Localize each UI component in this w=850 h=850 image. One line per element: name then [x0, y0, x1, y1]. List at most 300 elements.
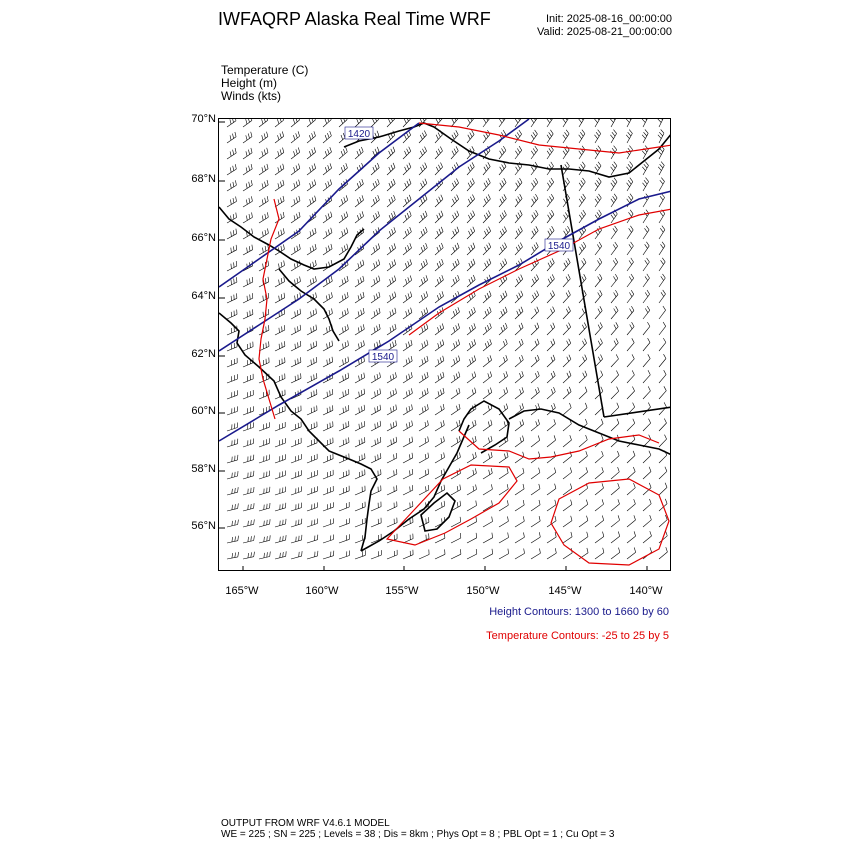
wind-barb-feather [598, 277, 601, 281]
wind-barb [595, 375, 603, 383]
wind-barb-feather [579, 183, 582, 187]
wind-barb-feather [523, 484, 524, 489]
wind-barb [451, 360, 460, 367]
wind-barb-feather [314, 164, 316, 169]
field-label-height: Height (m) [221, 76, 278, 90]
wind-barb-feather [236, 261, 237, 266]
wind-barb [275, 185, 284, 191]
wind-barb-feather [395, 308, 396, 313]
wind-barb-feather [599, 242, 602, 246]
wind-barb-feather [663, 306, 666, 310]
wind-barb-feather [374, 327, 375, 332]
wind-barb-feather [612, 180, 615, 184]
wind-barb-feather [531, 151, 534, 155]
wind-barb-feather [297, 278, 298, 283]
wind-barb [291, 427, 301, 431]
wind-barb-feather [236, 245, 237, 250]
wind-barb-feather [375, 408, 376, 413]
wind-barb-feather [484, 135, 487, 139]
wind-barb-feather [312, 149, 314, 154]
wind-barb-feather [473, 227, 475, 232]
wind-barb-feather [566, 293, 568, 298]
wind-barb-feather [536, 275, 538, 280]
wind-barb-feather [503, 293, 505, 298]
wind-barb [275, 443, 285, 447]
wind-barb [259, 120, 268, 127]
wind-barb-feather [345, 374, 346, 379]
wind-barb [307, 346, 317, 351]
wind-barb-feather [405, 247, 407, 252]
wind-barb-feather [284, 277, 285, 282]
wind-barb-feather [345, 278, 346, 283]
wind-barb-feather [631, 242, 634, 246]
wind-barb [307, 136, 316, 143]
wind-barb [371, 152, 379, 160]
wind-barb-feather [485, 119, 488, 121]
wind-barb-feather [534, 277, 536, 282]
wind-barb [499, 425, 508, 432]
wind-barb [499, 505, 508, 511]
wind-barb [291, 120, 300, 127]
wind-barb-feather [263, 296, 264, 301]
wind-barb-feather [567, 162, 570, 166]
wind-barb-feather [550, 277, 552, 282]
wind-barb-feather [391, 213, 393, 218]
wind-barb-feather [440, 341, 441, 346]
wind-barb-feather [504, 357, 506, 362]
wind-barb-feather [437, 263, 439, 268]
wind-barb-feather [377, 163, 379, 168]
wind-barb-feather [422, 149, 424, 154]
wind-barb [547, 376, 555, 383]
wind-barb [339, 442, 349, 447]
wind-barb-feather [555, 532, 556, 537]
wind-barb [483, 441, 492, 447]
wind-barb-feather [489, 259, 491, 264]
wind-barb-feather [344, 229, 345, 234]
wind-barb-feather [534, 197, 537, 201]
wind-barb-feather [437, 295, 439, 300]
wind-barb-feather [360, 278, 361, 283]
wind-barb-feather [454, 119, 457, 121]
wind-barb [275, 330, 285, 335]
wind-barb-feather [473, 211, 475, 216]
wind-barb [323, 507, 333, 511]
wind-barb-feather [535, 373, 537, 378]
wind-barb-feather [422, 311, 423, 316]
wind-barb-feather [396, 405, 397, 410]
wind-barb [355, 297, 364, 303]
wind-barb-feather [425, 179, 427, 184]
wind-barb-feather [563, 119, 566, 123]
wind-barb-feather [326, 279, 327, 284]
wind-barb-feather [553, 355, 555, 360]
wind-barb-feather [571, 532, 572, 537]
wind-barb-feather [390, 392, 391, 397]
wind-barb-feather [315, 228, 316, 233]
wind-barb-feather [596, 132, 599, 136]
wind-barb [259, 492, 270, 495]
wind-barb-feather [536, 210, 539, 214]
gulf-coast [509, 409, 671, 455]
wind-barb-feather [488, 178, 490, 183]
wind-barb-feather [377, 406, 378, 411]
wind-barb [339, 233, 348, 240]
wind-barb [387, 313, 396, 319]
wind-barb-feather [663, 322, 666, 326]
wind-barb [419, 216, 427, 223]
wind-barb [259, 557, 270, 560]
wind-barb-feather [568, 258, 570, 262]
wind-barb-feather [359, 119, 361, 122]
wind-barb-feather [442, 518, 443, 523]
wind-barb [435, 393, 444, 399]
wind-barb [483, 312, 491, 319]
wind-barb-feather [411, 356, 412, 361]
wind-barb-feather [235, 148, 236, 153]
wind-barb-feather [643, 183, 646, 187]
wind-barb-feather [267, 552, 268, 557]
wind-barb-feather [454, 359, 455, 364]
wind-barb-feather [315, 276, 316, 281]
wind-barb [339, 523, 349, 527]
wind-barb-feather [660, 196, 663, 200]
wind-barb-feather [316, 325, 317, 330]
wind-barb-feather [517, 164, 520, 168]
wind-barb [243, 379, 253, 383]
wind-barb-feather [238, 536, 239, 541]
wind-barb-feather [488, 389, 489, 394]
wind-barb-feather [268, 309, 269, 314]
wind-barb-feather [532, 295, 534, 300]
wind-barb-feather [553, 371, 555, 376]
wind-barb-feather [326, 247, 327, 252]
wind-barb-feather [662, 242, 665, 246]
wind-barb-feather [551, 389, 553, 394]
wind-barb-feather [426, 243, 428, 248]
wind-barb-feather [438, 375, 439, 380]
wind-barb [307, 249, 316, 255]
wind-barb [387, 200, 395, 207]
wind-barb-feather [457, 406, 458, 411]
wind-barb-feather [363, 260, 364, 265]
wind-barb-feather [331, 244, 332, 249]
wind-barb [259, 153, 268, 159]
wind-barb-feather [426, 259, 428, 264]
wind-barb [323, 426, 333, 431]
wind-barb [595, 456, 603, 463]
wind-barb-feather [331, 212, 332, 217]
wind-barb-feather [540, 548, 541, 553]
wind-barb-feather [488, 341, 490, 346]
wind-barb-feather [278, 135, 280, 140]
wind-barb-feather [582, 277, 584, 281]
wind-barb-feather [457, 243, 459, 248]
wind-barb [259, 443, 269, 447]
wind-barb [387, 119, 395, 127]
wind-barb-feather [473, 259, 475, 264]
wind-barb [323, 540, 333, 544]
wind-barb [275, 217, 284, 223]
wind-barb-feather [484, 215, 486, 220]
wind-barb-feather [361, 147, 363, 152]
wind-barb-feather [531, 167, 534, 171]
wind-barb-feather [265, 198, 266, 203]
wind-barb [339, 297, 348, 303]
wind-barb-feather [452, 119, 454, 123]
wind-barb [227, 395, 237, 399]
wind-barb-feather [238, 520, 239, 525]
wind-barb-feather [522, 355, 524, 360]
wind-barb-feather [552, 291, 554, 296]
wind-barb [467, 296, 475, 303]
wind-barb-feather [472, 390, 473, 395]
wind-barb-feather [425, 454, 426, 459]
wind-barb [243, 476, 254, 479]
wind-barb [595, 246, 602, 255]
wind-barb-feather [565, 148, 568, 152]
wind-barb [499, 263, 507, 271]
wind-barb-feather [313, 278, 314, 283]
wind-barb-feather [395, 340, 396, 345]
wind-barb-feather [490, 372, 492, 377]
wind-barb-feather [532, 231, 534, 235]
wind-barb-feather [642, 167, 645, 171]
wind-barb [307, 443, 317, 447]
wind-barb-feather [314, 147, 316, 152]
wind-barb [483, 360, 492, 367]
wind-barb-feather [537, 323, 539, 328]
wind-barb-feather [390, 295, 391, 300]
wind-barb [371, 281, 380, 287]
wind-barb-feather [504, 194, 506, 198]
wind-barb-feather [362, 439, 363, 444]
wind-barb-feather [536, 226, 538, 230]
wind-barb-feather [295, 360, 296, 365]
wind-barb-feather [379, 340, 380, 345]
wind-barb-feather [475, 436, 476, 441]
wind-barb-feather [471, 229, 473, 234]
wind-barb-feather [518, 245, 520, 249]
wind-barb-feather [460, 549, 461, 554]
wind-barb [323, 459, 333, 463]
wind-barb-feather [522, 403, 524, 408]
wind-barb-feather [280, 182, 281, 187]
wind-barb [611, 359, 619, 367]
wind-barb-feather [613, 212, 616, 216]
wind-barb-feather [362, 211, 364, 216]
wind-barb-feather [454, 181, 456, 186]
wind-barb-feather [358, 327, 359, 332]
wind-barb-feather [283, 180, 284, 185]
wind-barb-feather [424, 342, 425, 347]
wind-barb [435, 280, 443, 287]
wind-barb-feather [602, 451, 604, 456]
lat-label-66: 66°N [191, 232, 216, 244]
wind-barb-feather [471, 277, 473, 282]
wind-barb [643, 326, 650, 335]
wind-barb-feather [473, 275, 475, 280]
wind-barb [547, 295, 555, 303]
wind-barb-feather [425, 438, 426, 443]
wind-barb-feather [645, 162, 648, 166]
wind-barb-feather [412, 421, 413, 426]
wind-barb-feather [393, 326, 394, 331]
wind-barb [227, 557, 238, 559]
wind-barb-feather [390, 327, 391, 332]
wind-barb-feather [518, 213, 520, 217]
wind-barb-feather [630, 325, 632, 329]
wind-barb [339, 168, 347, 175]
wind-barb [467, 119, 474, 127]
wind-barb [643, 375, 650, 383]
wind-barb-feather [280, 149, 281, 154]
wind-barb [547, 279, 554, 287]
wind-barb [643, 359, 650, 367]
wind-barb-feather [521, 275, 523, 280]
wind-barb-feather [456, 357, 457, 362]
model-settings: WE = 225 ; SN = 225 ; Levels = 38 ; Dis = 8km ; Phys Opt = 8 ; PBL Opt = 1 ; Cu Opt = 3 [221, 829, 615, 840]
wind-barb-feather [436, 151, 438, 155]
wind-barb-feather [601, 435, 603, 440]
wind-barb [387, 506, 397, 511]
wind-barb [563, 295, 570, 303]
wind-barb-feather [662, 258, 665, 262]
wind-barb-feather [476, 549, 477, 554]
wind-barb-feather [452, 183, 454, 188]
wind-barb-feather [612, 132, 615, 136]
wind-barb [579, 456, 587, 463]
wind-barb-feather [586, 467, 588, 472]
wind-barb-feather [582, 261, 585, 265]
wind-barb-feather [360, 213, 362, 218]
wind-barb-feather [392, 245, 394, 250]
wind-barb-feather [503, 130, 506, 134]
wind-barb [307, 507, 317, 511]
wind-barb-feather [262, 199, 263, 204]
wind-barb-feather [603, 532, 604, 537]
wind-barb-feather [597, 212, 600, 216]
wind-barb-feather [602, 499, 604, 504]
wind-barb-feather [311, 376, 312, 381]
wind-barb [467, 489, 477, 495]
wind-barb-feather [600, 274, 603, 278]
wind-barb-feather [359, 376, 360, 381]
wind-barb-feather [663, 290, 666, 294]
wind-barb-feather [612, 164, 615, 168]
wind-barb-feather [595, 167, 598, 171]
wind-barb-feather [441, 211, 443, 216]
wind-barb-feather [393, 147, 395, 152]
wind-barb [627, 262, 634, 271]
wind-barb-feather [405, 231, 407, 236]
wind-barb-feather [267, 212, 268, 217]
wind-barb-feather [233, 198, 234, 203]
wind-barb [435, 457, 445, 463]
wind-barb-feather [519, 293, 521, 298]
wind-barb [355, 152, 363, 159]
wind-barb-feather [584, 290, 586, 294]
wind-barb-feather [456, 162, 458, 167]
wind-barb-feather [580, 247, 583, 251]
wind-barb-feather [634, 531, 636, 536]
wind-barb-feather [533, 119, 536, 120]
wind-barb-feather [405, 183, 407, 188]
wind-barb [643, 294, 650, 303]
wind-barb [451, 264, 459, 271]
wind-barb [451, 393, 460, 399]
wind-barb-feather [375, 376, 376, 381]
wind-barb [547, 424, 556, 431]
wind-barb-feather [598, 293, 601, 297]
wind-barb-feather [453, 263, 455, 268]
wind-barb-feather [507, 484, 508, 489]
wind-barb-feather [580, 119, 583, 120]
wind-barb [611, 262, 618, 271]
wind-barb [403, 490, 413, 495]
wind-barb-feather [406, 119, 408, 121]
wind-barb [259, 169, 268, 175]
wind-barb-feather [246, 216, 247, 221]
wind-barb-feather [633, 451, 635, 456]
wind-barb [419, 135, 427, 143]
wind-barb-feather [347, 308, 348, 313]
wind-barb-feather [502, 148, 505, 152]
wind-barb-feather [357, 119, 359, 124]
wind-barb-feather [377, 390, 378, 395]
wind-barb-feather [378, 244, 379, 249]
wind-barb-feather [252, 245, 253, 250]
wind-barb-feather [472, 146, 474, 150]
height-contour-1540 [219, 191, 671, 441]
wind-barb [387, 442, 397, 447]
wind-barb-feather [459, 404, 460, 409]
wind-barb-feather [425, 406, 426, 411]
wind-barb [387, 168, 395, 176]
wind-barb-feather [586, 435, 588, 440]
wind-barb-feather [502, 245, 504, 250]
wind-barb-feather [486, 165, 488, 169]
wind-barb-feather [249, 198, 250, 203]
wind-barb [243, 347, 253, 351]
wind-barb [659, 471, 667, 479]
wind-barb [371, 216, 380, 223]
wind-barb [355, 491, 365, 495]
wind-barb [627, 391, 635, 399]
wind-barb-feather [314, 375, 315, 380]
wind-barb-feather [423, 213, 425, 218]
wind-barb-feather [300, 277, 301, 282]
wind-barb [563, 150, 569, 159]
wind-barb [467, 312, 475, 319]
wind-barb-feather [581, 212, 584, 216]
wind-barb [627, 230, 633, 239]
wind-barb-feather [647, 322, 650, 326]
wind-barb [611, 343, 618, 351]
wind-barb [243, 363, 253, 367]
wind-barb [227, 460, 238, 463]
wind-barb-feather [595, 215, 598, 219]
wind-barb-feather [549, 164, 552, 168]
wind-barb-feather [252, 277, 253, 282]
wind-barb [531, 360, 539, 367]
wind-barb-feather [437, 199, 439, 204]
wind-barb [483, 247, 491, 255]
wind-barb [435, 377, 444, 383]
wind-barb [499, 231, 507, 239]
wind-barb-feather [551, 373, 553, 378]
wind-barb-feather [421, 183, 423, 188]
